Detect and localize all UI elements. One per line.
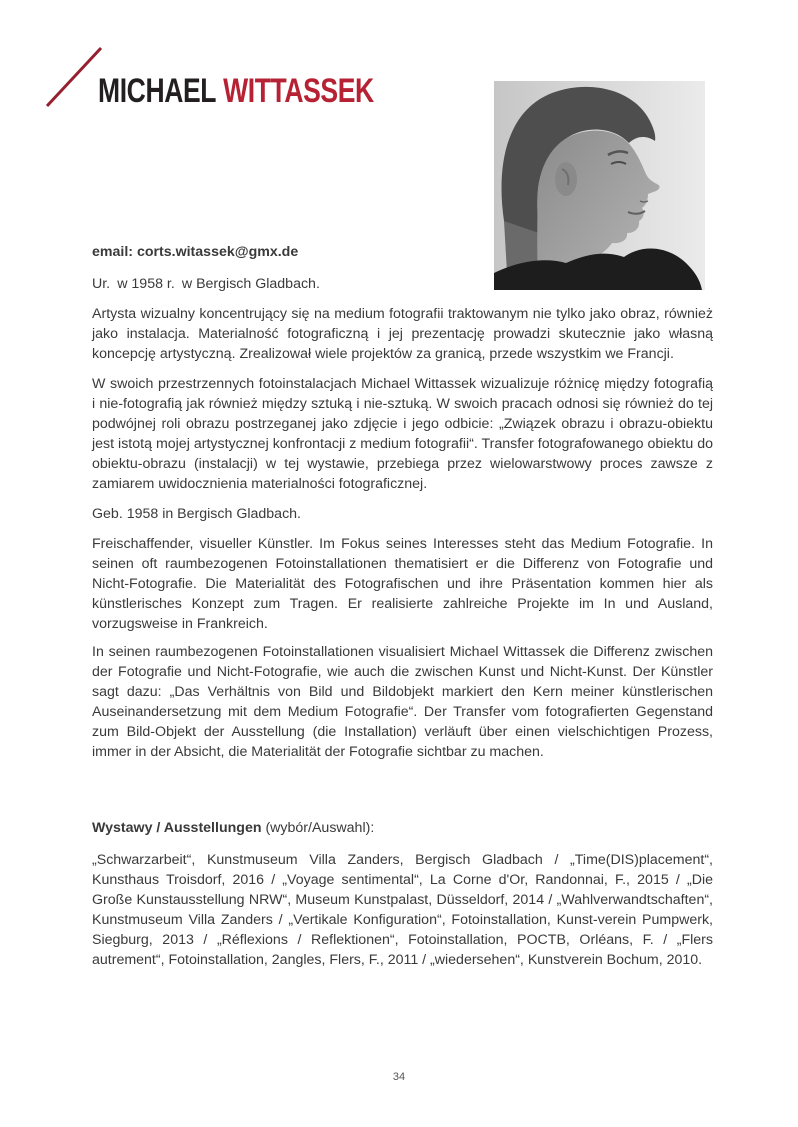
page-number: 34 [392,1071,406,1083]
bio-paragraph-polish-1: Artysta wizualny koncentrujący się na medium fotografii traktowanym nie tylko jako obraz, również jako instalacja. Materialność fotograficzną i jej prezentację prowadzi skutecznie jako własną koncepcję artystyczną. Zrealizował wiele projektów za granicą, przede wszystkim we Francji. [92,306,713,362]
bio-text-block [92,242,713,970]
bio-paragraph-polish-2: W swoich przestrzennych fotoinstalacjach Michael Wittassek wizualizuje różnicę między fotografią i nie-fotografią jak również między sztuką i nie-sztuką. W swoich pracach odnosi się również do tej podwójnej roli obrazu postrzeganej jako zdjęcie i jego odbicie: „Związek obrazu i obrazu-obiektu jest istotą mojej artystycznej konfrontacji z medium fotografii“. Transfer fotografowanego obiektu do obiektu-obrazu (instalacji) w tej wystawie, przebiega przez wielowarstwowy proces zawsze z zamiarem uwidocznienia materialności fotograficznej. [92,376,713,492]
exhibitions-heading [92,818,713,838]
logo-slash-icon [44,44,106,110]
artist-logo [44,44,452,110]
logo-text [98,74,374,110]
bio-paragraph-german-2: In seinen raumbezogenen Fotoinstallationen visualisiert Michael Wittassek die Differenz zwischen der Fotografie und Nicht-Fotografie, wie auch die zwischen Kunst und Nicht-Kunst. Der Künstler sagt dazu: „Das Verhältnis von Bild und Bildobjekt markiert den Kern meiner künstlerischen Auseinandersetzung mit dem Medium Fotografie“. Der Transfer vom fotografierten Gegenstand zum Bild-Objekt der Ausstellung (die Installation) verläuft über einen vielschichtigen Prozess, immer in der Absicht, die Materialität der Fotografie sichtbar zu machen. [92,644,713,760]
exhibitions-list: „Schwarzarbeit“, Kunstmuseum Villa Zanders, Bergisch Gladbach / „Time(DIS)placement“, Kunsthaus Troisdorf, 2016 / „Voyage sentimental“, La Corne d'Or, Randonnai, F., 2015 / „Die Große Kunstausstellung NRW“, Museum Kunstpalast, Düsseldorf, 2014 / „Wahlverwandtschaften“, Kunstmuseum Villa Zanders / „Vertikale Konfiguration“, Fotoinstallation, Kunst-verein Pumpwerk, Siegburg, 2013 / „Réflexions / Reflektionen“, Fotoinstallation, POCTB, Orléans, F. / „Flers autrement“, Fotoinstallation, 2angles, Flers, F., 2011 / „wiedersehen“, Kunstverein Bochum, 2010. [92,852,713,968]
born-line-polish: Ur. w 1958 r. w Bergisch Gladbach. [92,276,320,292]
email-line: email: corts.witassek@gmx.de [92,244,299,260]
exhibitions-heading-suffix: (wybór/Auswahl): [261,820,375,836]
bio-paragraph-german-1: Freischaffender, visueller Künstler. Im Fokus seines Interesses steht das Medium Fotografie. In seinen oft raumbezogenen Fotoinstallationen thematisiert er die Differenz von Fotografie und Nicht-Fotografie. Die Materialität des Fotografischen und ihre Präsentation kommen hier als künstlerisches Konzept zum Tragen. Er realisierte zahlreiche Projekte im In und Ausland, vorzugsweise in Frankreich. [92,536,713,632]
born-line-german: Geb. 1958 in Bergisch Gladbach. [92,506,302,522]
logo-last-name: WITTASSEK [223,72,374,110]
logo-first-name: MICHAEL [98,72,217,110]
exhibitions-heading-bold: Wystawy / Ausstellungen [92,820,262,836]
